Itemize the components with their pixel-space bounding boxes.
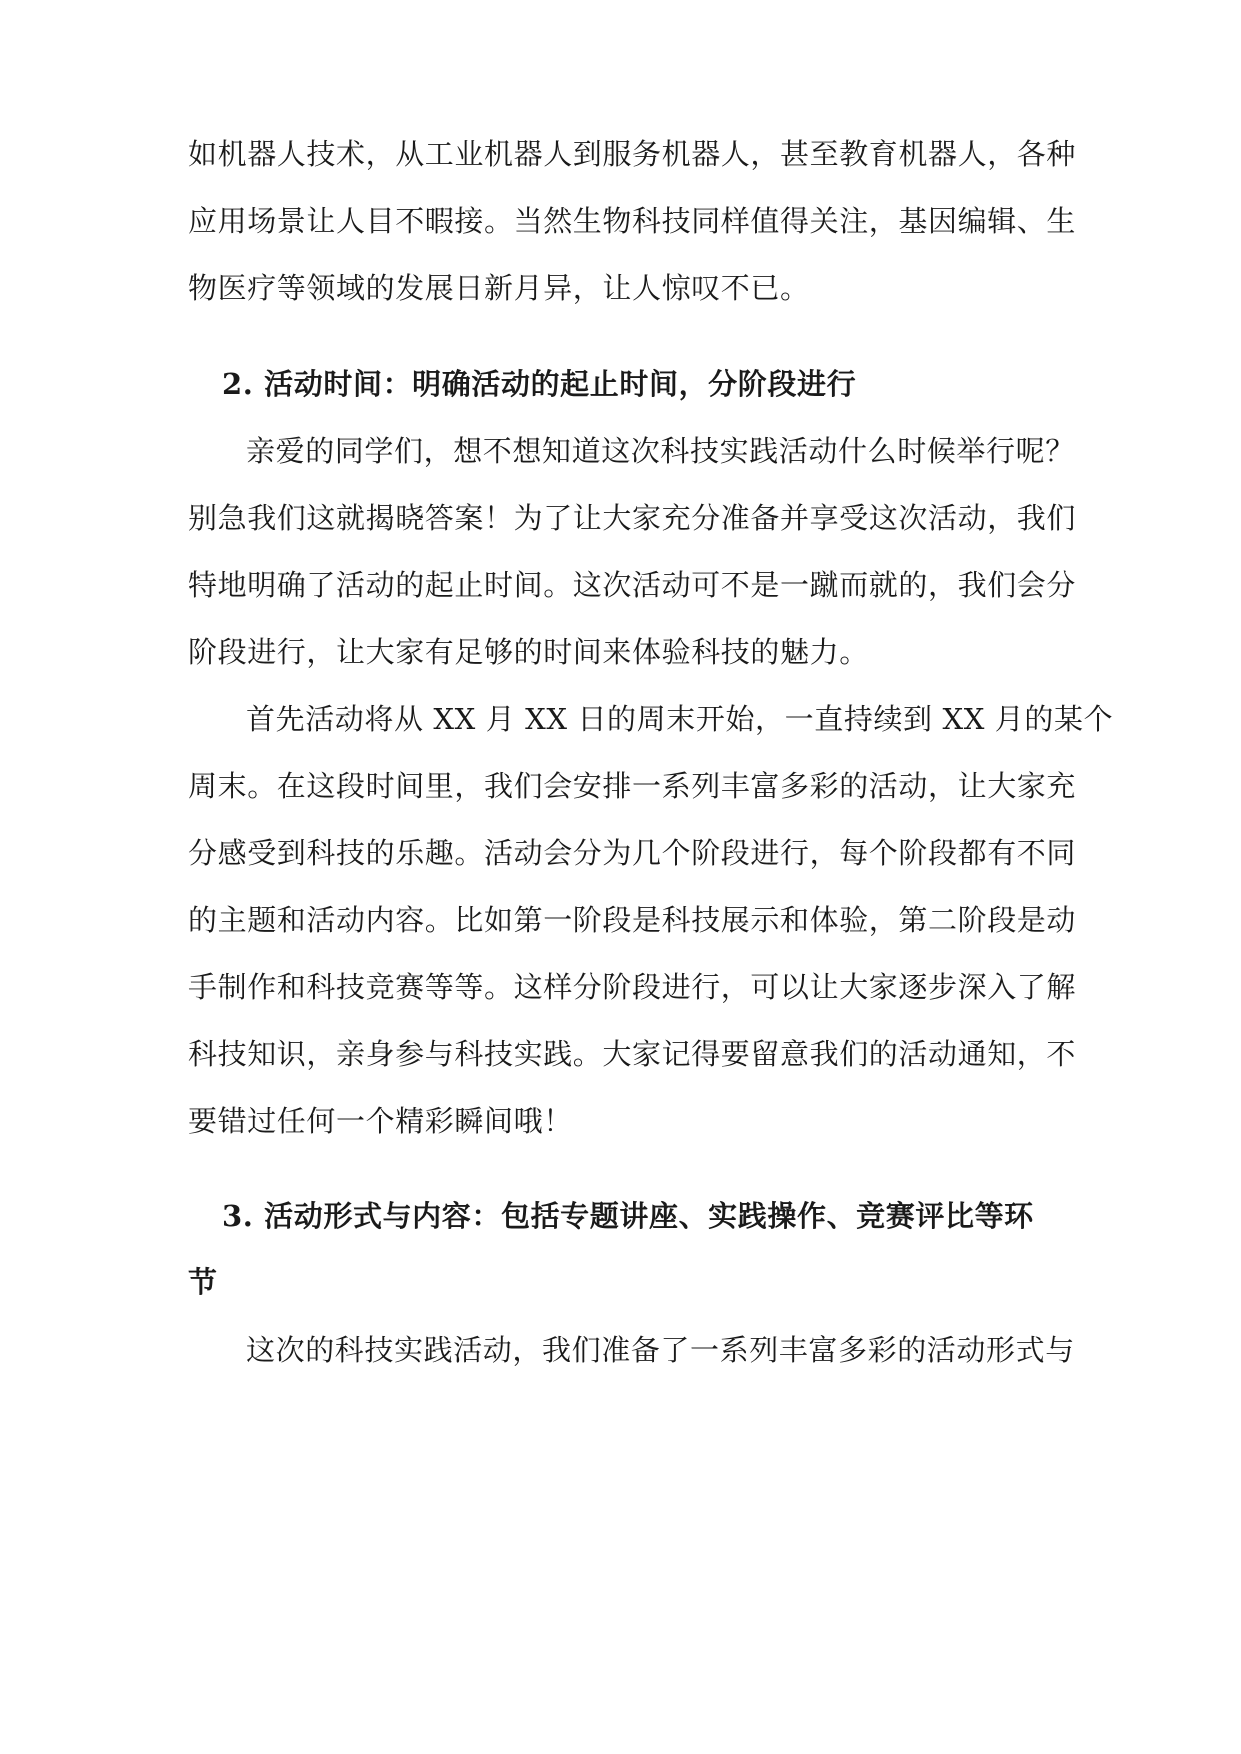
paragraph-line: 要错过任何一个精彩瞬间哦！	[188, 1104, 573, 1138]
paragraph-line: 首先活动将从 XX 月 XX 日的周末开始，一直持续到 XX 月的某个	[246, 702, 1114, 736]
paragraph-line: 这次的科技实践活动，我们准备了一系列丰富多彩的活动形式与	[246, 1333, 1075, 1367]
paragraph-line: 分感受到科技的乐趣。活动会分为几个阶段进行，每个阶段都有不同	[188, 836, 1077, 870]
paragraph-line: 的主题和活动内容。比如第一阶段是科技展示和体验，第二阶段是动	[188, 903, 1077, 937]
paragraph-line: 特地明确了活动的起止时间。这次活动可不是一蹴而就的，我们会分	[188, 568, 1077, 602]
section-heading: 节	[188, 1265, 218, 1299]
section-heading: 3. 活动形式与内容：包括专题讲座、实践操作、竞赛评比等环	[222, 1199, 1034, 1233]
paragraph-line: 阶段进行，让大家有足够的时间来体验科技的魅力。	[188, 635, 869, 669]
paragraph-line: 科技知识，亲身参与科技实践。大家记得要留意我们的活动通知，不	[188, 1037, 1077, 1071]
paragraph-line: 如机器人技术，从工业机器人到服务机器人，甚至教育机器人，各种	[188, 137, 1077, 171]
paragraph-line: 亲爱的同学们，想不想知道这次科技实践活动什么时候举行呢？	[246, 434, 1075, 468]
paragraph-line: 别急我们这就揭晓答案！为了让大家充分准备并享受这次活动，我们	[188, 501, 1077, 535]
section-heading: 2. 活动时间：明确活动的起止时间，分阶段进行	[222, 367, 857, 401]
paragraph-line: 手制作和科技竞赛等等。这样分阶段进行，可以让大家逐步深入了解	[188, 970, 1077, 1004]
paragraph-line: 应用场景让人目不暇接。当然生物科技同样值得关注，基因编辑、生	[188, 204, 1077, 238]
paragraph-line: 物医疗等领域的发展日新月异，让人惊叹不已。	[188, 271, 810, 305]
paragraph-line: 周末。在这段时间里，我们会安排一系列丰富多彩的活动，让大家充	[188, 769, 1077, 803]
